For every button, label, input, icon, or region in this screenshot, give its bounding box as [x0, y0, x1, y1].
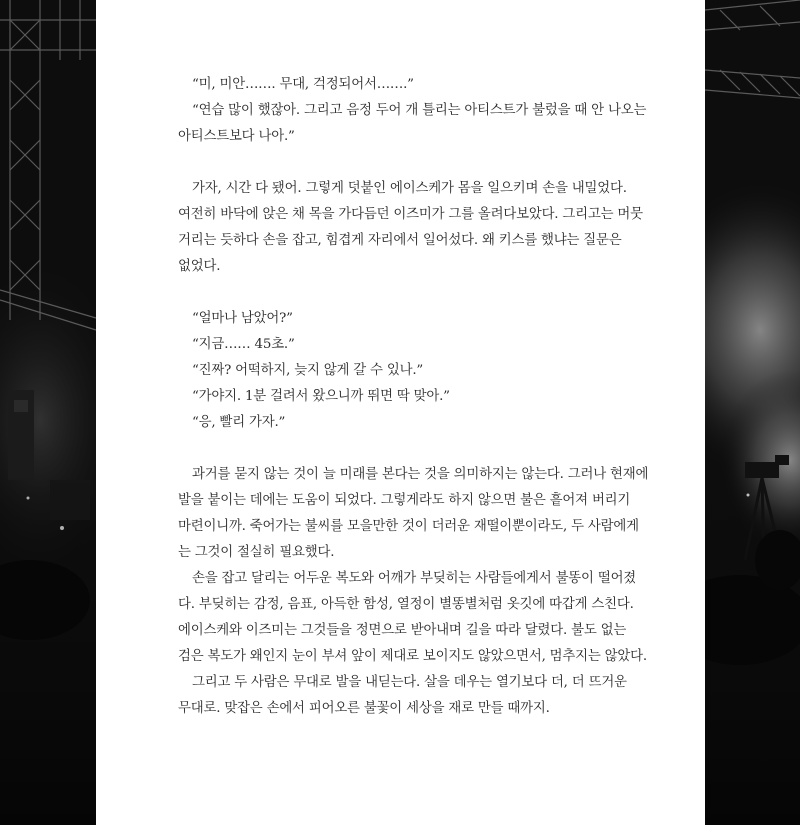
dialogue-line: “응, 빨리 가자.”: [192, 415, 286, 430]
paragraph-line: 마련이니까. 죽어가는 불씨를 모을만한 것이 더러운 재떨이뿐이라도, 두 사람에게: [178, 519, 639, 534]
dialogue-line: “가야지. 1분 걸려서 왔으니까 뛰면 딱 맞아.”: [192, 389, 450, 404]
paragraph-line: 가자, 시간 다 됐어. 그렇게 덧붙인 에이스케가 몸을 일으키며 손을 내밀었다.: [192, 181, 627, 196]
paragraph-line: 여전히 바닥에 앉은 채 목을 가다듬던 이즈미가 그를 올려다보았다. 그리고는 머뭇: [178, 207, 643, 222]
paragraph-line: 는 그것이 절실히 필요했다.: [178, 545, 335, 560]
dialogue-line: 아티스트보다 나아.”: [178, 129, 295, 144]
dialogue-line: “진짜? 어떡하지, 늦지 않게 갈 수 있나.”: [192, 363, 424, 378]
paragraph-line: 다. 부딪히는 감정, 음표, 아득한 함성, 열정이 별똥별처럼 옷깃에 따갑게 스친다.: [178, 597, 634, 612]
story-text: [178, 72, 649, 722]
paragraph-line: 무대로. 맞잡은 손에서 피어오른 불꽃이 세상을 재로 만들 때까지.: [178, 701, 550, 716]
paragraph-line: 거리는 듯하다 손을 잡고, 힘겹게 자리에서 일어섰다. 왜 키스를 했냐는 질문은: [178, 233, 622, 248]
book-page: [96, 0, 705, 825]
dialogue-line: “지금…… 45초.”: [192, 337, 295, 352]
dialogue-line: “얼마나 남았어?”: [192, 311, 293, 326]
paragraph-line: 그리고 두 사람은 무대로 발을 내딛는다. 살을 데우는 열기보다 더, 더 뜨거운: [192, 675, 627, 690]
paragraph-line: 과거를 묻지 않는 것이 늘 미래를 본다는 것을 의미하지는 않는다. 그러나 현재에: [192, 467, 649, 482]
paragraph-line: 검은 복도가 왜인지 눈이 부셔 앞이 제대로 보이지도 않았으면서, 멈추지는 않았다.: [178, 649, 647, 664]
paragraph-line: 발을 붙이는 데에는 도움이 되었다. 그렇게라도 하지 않으면 불은 흩어져 버리기: [178, 493, 631, 508]
paragraph-line: 에이스케와 이즈미는 그것들을 정면으로 받아내며 길을 따라 달렸다. 불도 없는: [178, 623, 627, 638]
dialogue-line: “미, 미안……. 무대, 걱정되어서…….”: [192, 77, 414, 92]
dialogue-line: “연습 많이 했잖아. 그리고 음정 두어 개 틀리는 아티스트가 불렀을 때 안 나오는: [192, 103, 647, 118]
paragraph-line: 없었다.: [178, 259, 221, 274]
paragraph-line: 손을 잡고 달리는 어두운 복도와 어깨가 부딪히는 사람들에게서 불똥이 떨어졌: [192, 571, 637, 586]
